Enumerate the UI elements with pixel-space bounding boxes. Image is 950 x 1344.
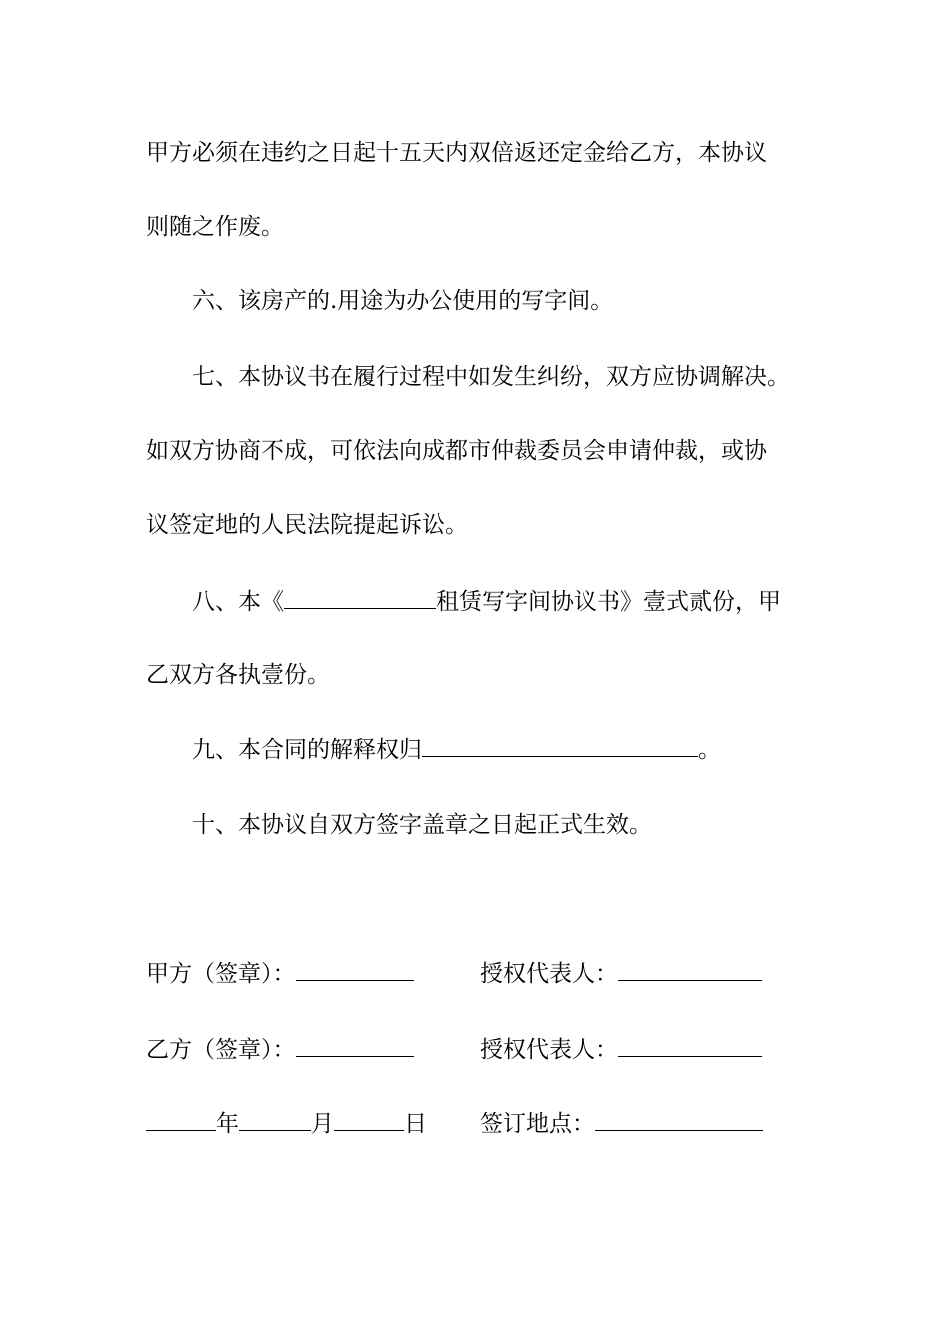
paragraph-5-continuation-line-2: 则随之作废。 bbox=[146, 214, 284, 240]
rep-b-blank bbox=[618, 1034, 762, 1057]
clause-8-suffix: 租赁写字间协议书》壹式贰份，甲 bbox=[436, 589, 781, 615]
clause-9-suffix: 。 bbox=[698, 737, 721, 763]
place-label: 签订地点： bbox=[480, 1111, 595, 1137]
clause-6: 六、该房产的.用途为办公使用的写字间。 bbox=[192, 288, 614, 314]
party-a-label: 甲方（签章）： bbox=[146, 961, 296, 987]
party-a-blank bbox=[296, 958, 414, 981]
place-blank bbox=[595, 1108, 763, 1131]
year-blank bbox=[146, 1108, 216, 1131]
party-b-signature bbox=[146, 1034, 414, 1065]
party-b-label: 乙方（签章）： bbox=[146, 1037, 296, 1063]
party-a-representative bbox=[480, 958, 762, 989]
party-b-representative bbox=[480, 1034, 762, 1065]
clause-9 bbox=[192, 734, 872, 765]
rep-a-blank bbox=[618, 958, 762, 981]
day-blank bbox=[334, 1108, 404, 1131]
clause-8-line-2: 乙双方各执壹份。 bbox=[146, 662, 330, 688]
year-label: 年 bbox=[216, 1111, 239, 1137]
agreement-name-blank bbox=[284, 586, 436, 609]
clause-7-line-1: 七、本协议书在履行过程中如发生纠纷，双方应协调解决。 bbox=[192, 364, 790, 390]
clause-10: 十、本协议自双方签字盖章之日起正式生效。 bbox=[192, 812, 652, 838]
party-b-blank bbox=[296, 1034, 414, 1057]
signing-date bbox=[146, 1108, 427, 1139]
month-blank bbox=[239, 1108, 311, 1131]
interpretation-right-blank bbox=[422, 734, 698, 757]
signing-place bbox=[480, 1108, 763, 1139]
clause-9-prefix: 九、本合同的解释权归 bbox=[192, 737, 422, 763]
month-label: 月 bbox=[311, 1111, 334, 1137]
clause-8-line-1 bbox=[192, 586, 872, 617]
clause-8-prefix: 八、本《 bbox=[192, 589, 284, 615]
party-a-signature bbox=[146, 958, 414, 989]
clause-7-line-2: 如双方协商不成，可依法向成都市仲裁委员会申请仲裁，或协 bbox=[146, 438, 767, 464]
clause-7-line-3: 议签定地的人民法院提起诉讼。 bbox=[146, 512, 468, 538]
rep-label-b: 授权代表人： bbox=[480, 1037, 618, 1063]
paragraph-5-continuation-line-1: 甲方必须在违约之日起十五天内双倍返还定金给乙方，本协议 bbox=[146, 140, 767, 166]
day-label: 日 bbox=[404, 1111, 427, 1137]
rep-label-a: 授权代表人： bbox=[480, 961, 618, 987]
